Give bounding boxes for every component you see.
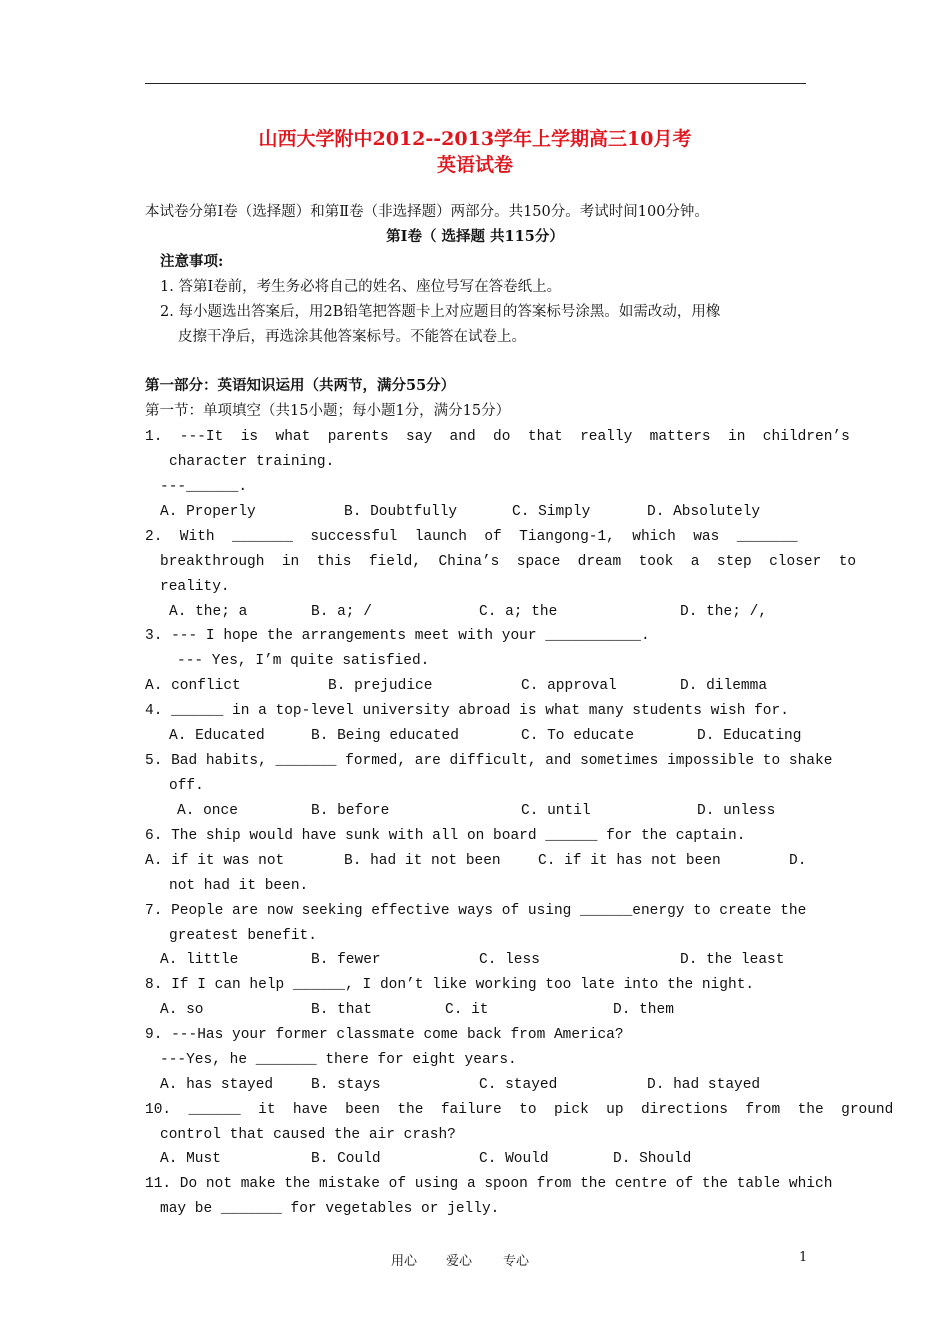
q3-option-d: D. dilemma [680, 678, 768, 694]
q4-option-b: B. Being educated [311, 728, 459, 744]
question-2: 2. With _______ successful launch of Tiangong-1, which was _______ [145, 529, 798, 545]
notes-heading: 注意事项: [160, 253, 224, 270]
page-number: 1 [799, 1250, 808, 1265]
q10-option-c: C. Would [479, 1151, 549, 1167]
q2-option-c: C. a; the [479, 604, 558, 620]
question-8: 8. If I can help ______, I don’t like working too late into the night. [145, 977, 755, 993]
footer-word-2: 爱心 [446, 1254, 473, 1269]
question-3: 3. --- I hope the arrangements meet with your ___________. [145, 628, 650, 644]
q9-option-d: D. had stayed [647, 1077, 761, 1093]
q3-option-c: C. approval [521, 678, 617, 694]
q9-option-b: B. stays [311, 1077, 381, 1093]
question-10: 10. ______ it have been the failure to pick up directions from the ground [145, 1102, 894, 1118]
q1-option-a: A. Properly [160, 504, 256, 520]
document-subtitle: 英语试卷 [436, 154, 513, 176]
q4-option-c: C. To educate [521, 728, 635, 744]
question-1-blank: ---______. [160, 479, 248, 495]
q4-option-a: A. Educated [169, 728, 265, 744]
q5-option-c: C. until [521, 803, 591, 819]
q6-option-c: C. if it has not been [538, 853, 721, 869]
q2-option-a: A. the; a [169, 604, 248, 620]
q7-option-d: D. the least [680, 952, 785, 968]
q1-option-b: B. Doubtfully [344, 504, 458, 520]
q8-option-c: C. it [445, 1002, 489, 1018]
q5-option-b: B. before [311, 803, 390, 819]
question-2-cont2: reality. [160, 579, 230, 595]
question-9-cont: ---Yes, he _______ there for eight years. [160, 1052, 517, 1068]
question-11: 11. Do not make the mistake of using a spoon from the centre of the table which [145, 1176, 833, 1192]
question-6: 6. The ship would have sunk with all on board ______ for the captain. [145, 828, 746, 844]
question-1: 1. ---It is what parents say and do that really matters in children’s [145, 429, 850, 445]
q10-option-a: A. Must [160, 1151, 221, 1167]
q7-option-c: C. less [479, 952, 540, 968]
q1-option-c: C. Simply [512, 504, 591, 520]
q3-option-b: B. prejudice [328, 678, 433, 694]
q9-option-a: A. has stayed [160, 1077, 274, 1093]
q6-option-a: A. if it was not [145, 853, 285, 869]
header-rule [145, 83, 806, 84]
q6-option-b: B. had it not been [344, 853, 501, 869]
q4-option-d: D. Educating [697, 728, 802, 744]
q10-option-d: D. Should [613, 1151, 692, 1167]
q9-option-c: C. stayed [479, 1077, 558, 1093]
q7-option-a: A. little [160, 952, 239, 968]
note-1: 1. 答第Ⅰ卷前，考生务必将自己的姓名、座位号写在答卷纸上。 [160, 279, 562, 295]
question-11-cont: may be _______ for vegetables or jelly. [160, 1201, 500, 1217]
q2-option-b: B. a; / [311, 604, 372, 620]
q1-option-d: D. Absolutely [647, 504, 761, 520]
question-4: 4. ______ in a top-level university abroad is what many students wish for. [145, 703, 789, 719]
question-5-cont: off. [169, 778, 204, 794]
q5-option-a: A. once [177, 803, 238, 819]
q5-option-d: D. unless [697, 803, 776, 819]
part1-subheading: 第一节：单项填空（共15小题；每小题1分，满分15分） [145, 403, 511, 419]
q7-option-b: B. fewer [311, 952, 381, 968]
q8-option-d: D. them [613, 1002, 674, 1018]
q10-option-b: B. Could [311, 1151, 381, 1167]
q6-option-d-text: not had it been. [169, 878, 309, 894]
question-10-cont: control that caused the air crash? [160, 1127, 456, 1143]
footer-word-3: 专心 [503, 1254, 530, 1269]
footer-word-1: 用心 [391, 1254, 418, 1269]
note-2-continued: 皮擦干净后，再选涂其他答案标号。不能答在试卷上。 [178, 329, 526, 345]
q3-option-a: A. conflict [145, 678, 241, 694]
question-2-cont: breakthrough in this field, China’s space dream took a step closer to [160, 554, 857, 570]
question-3-cont: --- Yes, I’m quite satisfied. [177, 653, 430, 669]
q6-option-d: D. [789, 853, 807, 869]
question-7-cont: greatest benefit. [169, 928, 317, 944]
question-1-cont: character training. [169, 454, 335, 470]
q8-option-a: A. so [160, 1002, 204, 1018]
section-heading: 第Ⅰ卷（ 选择题 共115分） [386, 228, 564, 245]
question-9: 9. ---Has your former classmate come back from America? [145, 1027, 624, 1043]
document-title: 山西大学附中2012--2013学年上学期高三10月考 [258, 128, 692, 150]
question-5: 5. Bad habits, _______ formed, are difficult, and sometimes impossible to shake [145, 753, 833, 769]
q8-option-b: B. that [311, 1002, 372, 1018]
note-2: 2. 每小题选出答案后，用2B铅笔把答题卡上对应题目的答案标号涂黑。如需改动，用橡 [160, 304, 721, 320]
intro-text: 本试卷分第Ⅰ卷（选择题）和第Ⅱ卷（非选择题）两部分。共150分。考试时间100分钟。 [145, 204, 709, 220]
q2-option-d: D. the; /, [680, 604, 768, 620]
part1-heading: 第一部分：英语知识运用（共两节，满分55分） [145, 377, 456, 394]
question-7: 7. People are now seeking effective ways of using ______energy to create the [145, 903, 807, 919]
